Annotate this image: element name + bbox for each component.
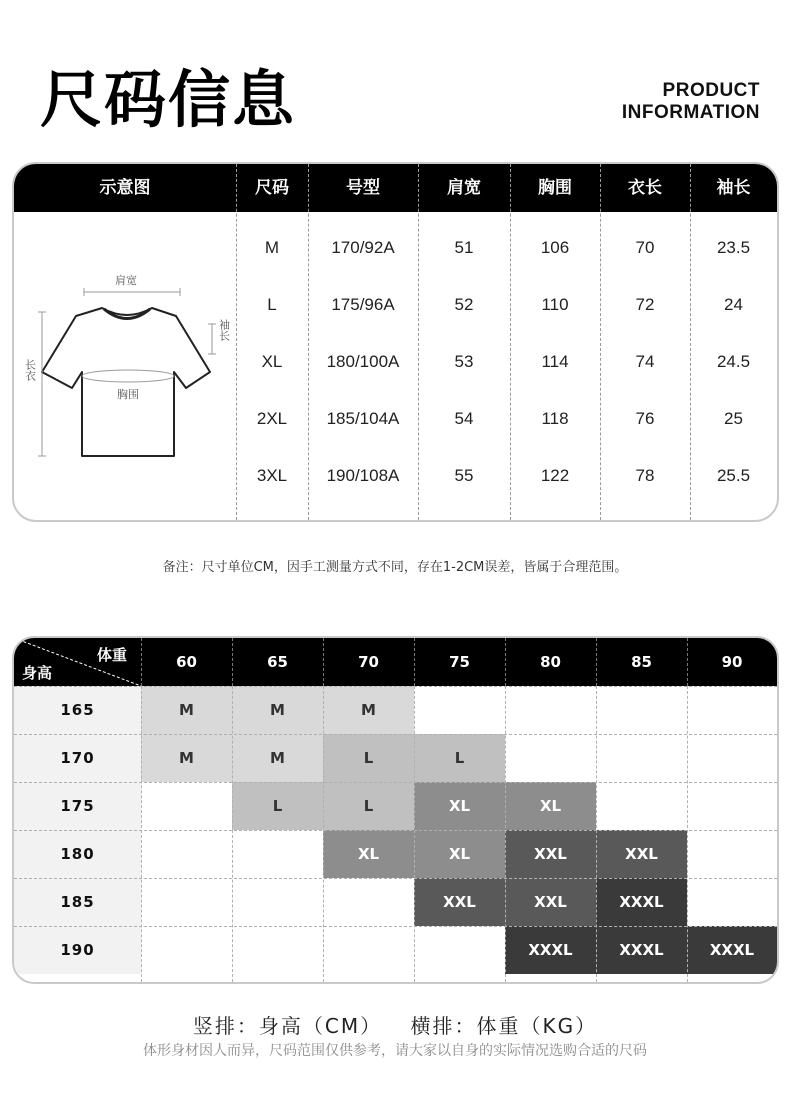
cell-chest: 114 bbox=[541, 352, 569, 371]
size-cell: XL bbox=[323, 830, 414, 878]
size-cell: XXL bbox=[596, 830, 687, 878]
cell-chest: 122 bbox=[540, 466, 570, 485]
cell-chest: 118 bbox=[541, 409, 569, 428]
column-divider bbox=[414, 686, 415, 982]
header-divider bbox=[414, 638, 415, 686]
size-cell: XXXL bbox=[596, 926, 687, 974]
row-divider bbox=[14, 782, 777, 783]
legend-horizontal: 横排：体重（KG） bbox=[410, 1014, 598, 1038]
cell-sleeve: 25.5 bbox=[716, 466, 751, 485]
subtitle-line-2: INFORMATION bbox=[621, 102, 760, 123]
shoulder-label: 肩宽 bbox=[115, 274, 137, 287]
cell-shoulder: 54 bbox=[454, 409, 474, 428]
size-recommendation-grid bbox=[12, 636, 779, 984]
header-divider bbox=[232, 638, 233, 686]
row-divider bbox=[14, 926, 777, 927]
header-chest: 胸围 bbox=[538, 178, 572, 198]
cell-sleeve: 23.5 bbox=[716, 238, 751, 257]
header-divider bbox=[596, 638, 597, 686]
size-note: 备注：尺寸单位CM，因手工测量方式不同，存在1-2CM误差，皆属于合理范围。 bbox=[162, 560, 628, 575]
cell-size: XL bbox=[261, 352, 283, 371]
cell-chest: 110 bbox=[541, 295, 569, 314]
corner-height-label: 身高 bbox=[22, 664, 53, 682]
cell-model: 185/104A bbox=[326, 409, 400, 428]
cell-size: 2XL bbox=[256, 409, 288, 428]
weight-header: 85 bbox=[596, 638, 687, 686]
size-cell: M bbox=[232, 686, 323, 734]
size-cell: M bbox=[232, 734, 323, 782]
weight-header: 90 bbox=[687, 638, 777, 686]
cell-length: 76 bbox=[635, 409, 655, 428]
size-cell: L bbox=[232, 782, 323, 830]
size-cell: L bbox=[323, 782, 414, 830]
height-label: 170 bbox=[14, 734, 141, 782]
header-model: 号型 bbox=[346, 178, 380, 198]
row-divider bbox=[14, 734, 777, 735]
size-cell: L bbox=[323, 734, 414, 782]
size-cell: XXL bbox=[505, 878, 596, 926]
weight-header: 75 bbox=[414, 638, 505, 686]
cell-size: L bbox=[267, 295, 277, 314]
legend-vertical: 竖排：身高（CM） bbox=[192, 1014, 383, 1038]
tshirt-diagram bbox=[14, 212, 236, 520]
cell-sleeve: 25 bbox=[724, 409, 743, 428]
cell-model: 175/96A bbox=[331, 295, 395, 314]
size-cell: M bbox=[323, 686, 414, 734]
cell-shoulder: 52 bbox=[454, 295, 474, 314]
weight-header: 70 bbox=[323, 638, 414, 686]
cell-length: 72 bbox=[635, 295, 655, 314]
cell-shoulder: 53 bbox=[454, 352, 474, 371]
header-size: 尺码 bbox=[255, 178, 289, 198]
cell-length: 74 bbox=[635, 352, 655, 371]
cell-model: 170/92A bbox=[331, 238, 395, 257]
size-cell: L bbox=[414, 734, 505, 782]
cell-length: 78 bbox=[635, 466, 655, 485]
page-subtitle bbox=[622, 80, 760, 124]
length-label: 长衣 bbox=[23, 359, 37, 381]
header-divider bbox=[323, 638, 324, 686]
header-divider bbox=[687, 638, 688, 686]
page-title: 尺码信息 bbox=[40, 63, 297, 136]
size-cell: M bbox=[141, 686, 232, 734]
size-cell: XL bbox=[414, 782, 505, 830]
legend bbox=[0, 1010, 790, 1039]
row-divider bbox=[14, 830, 777, 831]
chest-label: 胸围 bbox=[117, 388, 139, 401]
column-divider bbox=[323, 686, 324, 982]
cell-size: 3XL bbox=[256, 466, 288, 485]
column-divider bbox=[596, 686, 597, 982]
height-label: 165 bbox=[14, 686, 141, 734]
size-cell: XXL bbox=[414, 878, 505, 926]
row-divider bbox=[14, 686, 777, 687]
header-diagram: 示意图 bbox=[99, 178, 151, 198]
header-divider bbox=[141, 638, 142, 686]
height-label: 180 bbox=[14, 830, 141, 878]
size-cell: M bbox=[141, 734, 232, 782]
header-length: 衣长 bbox=[628, 178, 662, 198]
header-shoulder: 肩宽 bbox=[447, 178, 481, 198]
column-divider bbox=[687, 686, 688, 982]
weight-header: 80 bbox=[505, 638, 596, 686]
row-divider bbox=[14, 878, 777, 879]
size-cell: XL bbox=[505, 782, 596, 830]
height-label: 190 bbox=[14, 926, 141, 974]
header-sleeve: 袖长 bbox=[716, 178, 751, 198]
cell-chest: 106 bbox=[540, 238, 570, 257]
column-divider bbox=[141, 686, 142, 982]
weight-header: 65 bbox=[232, 638, 323, 686]
cell-length: 70 bbox=[635, 238, 655, 257]
column-divider bbox=[505, 686, 506, 982]
cell-model: 180/100A bbox=[326, 352, 400, 371]
column-divider bbox=[232, 686, 233, 982]
size-cell: XL bbox=[414, 830, 505, 878]
cell-shoulder: 51 bbox=[454, 238, 474, 257]
sleeve-label: 袖长 bbox=[217, 319, 231, 341]
height-label: 175 bbox=[14, 782, 141, 830]
cell-size: M bbox=[264, 238, 280, 257]
cell-sleeve: 24.5 bbox=[716, 352, 751, 371]
size-cell: XXL bbox=[505, 830, 596, 878]
footer-note: 体形身材因人而异，尺码范围仅供参考，请大家以自身的实际情况选购合适的尺码 bbox=[143, 1043, 647, 1059]
size-table bbox=[12, 162, 779, 522]
cell-model: 190/108A bbox=[326, 466, 400, 485]
subtitle-line-1: PRODUCT bbox=[662, 80, 760, 101]
weight-header: 60 bbox=[141, 638, 232, 686]
size-cell: XXXL bbox=[505, 926, 596, 974]
size-cell: XXXL bbox=[596, 878, 687, 926]
corner-weight-label: 体重 bbox=[96, 646, 127, 664]
height-label: 185 bbox=[14, 878, 141, 926]
size-cell: XXXL bbox=[687, 926, 777, 974]
cell-sleeve: 24 bbox=[724, 295, 743, 314]
cell-shoulder: 55 bbox=[454, 466, 474, 485]
header-divider bbox=[505, 638, 506, 686]
grid-corner bbox=[14, 638, 141, 686]
